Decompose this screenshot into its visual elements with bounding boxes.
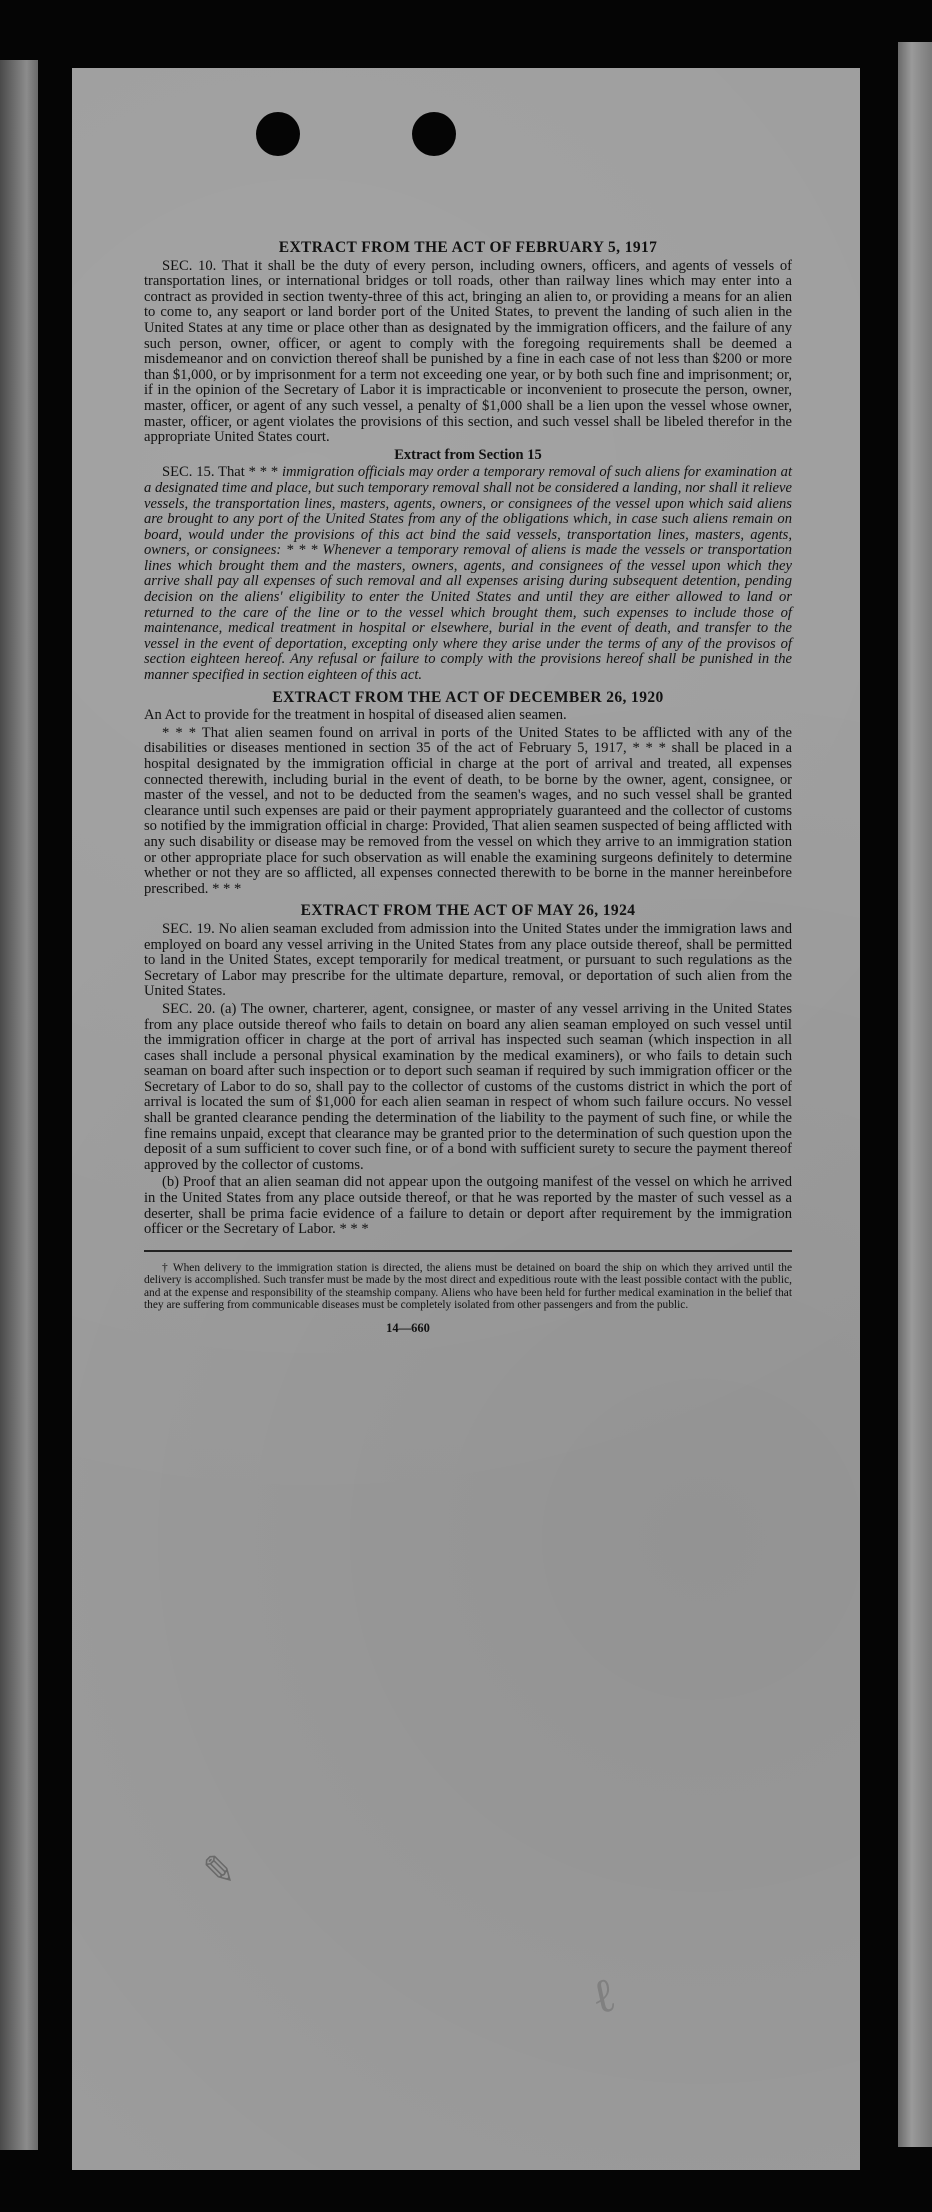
- footnote: † When delivery to the immigration station is directed, the aliens must be detained on board the ship on which they arrived until the delivery is accomplished. Such transfer must be made by the most direct and expeditious route with the least possible contact with the public, and at the expense and responsibility of the steamship company. Aliens who have been held for further medical examination in the belief that they are suffering from communicable diseases must be completely isolated from other passengers and from the public.: [144, 1261, 792, 1312]
- adjacent-page-left-edge: [0, 60, 38, 2150]
- sec-15-lead: SEC. 15. That * * *: [162, 464, 279, 481]
- document-page: [72, 68, 860, 2170]
- form-number: 14—660: [386, 1321, 430, 1336]
- punch-hole-right: [412, 112, 456, 156]
- adjacent-page-right-edge: [898, 42, 932, 2147]
- document-body: [144, 240, 792, 1337]
- paragraph-sec-20a: SEC. 20. (a) The owner, charterer, agent, consignee, or master of any vessel arriving in the United States from any place outside thereof who fails to detain on board any alien seaman employed on such vessel until the immigration officer in charge at the port of arrival has inspected such seaman (which inspection in all cases shall include a personal physical examination by the medical examiners), or who fails to detain such seaman on board after such inspection or to deport such seaman if required by such immigration officer or the Secretary of Labor to do so, shall pay to the collector of customs of the customs district in which the port of arrival is located the sum of $1,000 for each alien seaman in respect of whom such failure occurs. No vessel shall be granted clearance pending the determination of the liability to the payment of such fine, or while the fine remains unpaid, except that clearance may be granted prior to the determination of such question upon the deposit of a sum sufficient to cover such fine, or of a bond with sufficient surety to secure the payment thereof approved by the collector of customs.: [144, 1000, 792, 1173]
- pencil-scribble-mark: ℓ: [586, 1966, 621, 2026]
- paragraph-sec-20b: (b) Proof that an alien seaman did not appear upon the outgoing manifest of the vessel on which he arrived in the United States from any place outside thereof, or that he was reported by the master of such vessel as a deserter, shall be prima facie evidence of a failure to detain or deport after requirement by the immigration officer or the Secretary of Labor. * * *: [144, 1174, 792, 1238]
- paragraph-sec-15: [144, 465, 792, 683]
- paragraph-act-1920: * * * That alien seamen found on arrival in ports of the United States to be afflicted with any of the disabilities or diseases mentioned in section 35 of the act of February 5, 1917, * * * shall be placed in a hospital designated by the immigration official in charge at the port of arrival and treated, all expenses connected therewith, including burial in the event of death, to be borne by the owner, agent, consignee, or master of the vessel, and not to be deducted from the seamen's wages, and no such vessel shall be granted clearance until such expenses are paid or their payment appropriately guaranteed and the collector of customs so notified by the immigration official in charge: Provided, That alien seamen suspected of being afflicted with any such disability or disease may be removed from the vessel on which they arrive to an immigration station or other appropriate place for such observation as will enable the examining surgeons definitely to determine whether or not they are so afflicted, all expenses connected therewith to be borne in the manner hereinbefore prescribed. * * *: [144, 724, 792, 897]
- punch-hole-left: [256, 112, 300, 156]
- sec-15-body: immigration officials may order a temporary removal of such aliens for examination at a designated time and place, but such temporary removal shall not be considered a landing, nor shall it relieve vessels, the transportation lines, masters, agents, owners, or consignees of the vessel upon which said aliens are brought to any port of the United States from any of the obligations which, in case such aliens remain on board, would under the provisions of this act bind the said vessels, transportation lines, masters, agents, owners, or consignees: * * * Whenever a temporary removal of aliens is made the vessels or transportation lines which brought them and the masters, owners, agents, and consignees of the vessel upon which they arrive shall pay all expenses of such removal and all expenses arising during subsequent detention, pending decision on the aliens' eligibility to enter the United States and until they are either allowed to land or returned to the care of the line or to the vessel which brought them, such expenses to include those of maintenance, medical treatment in hospital or elsewhere, burial in the event of death, and transfer to the vessel in the event of deportation, excepting only where they arise under the terms of any of the provisos of section eighteen hereof. Any refusal or failure to comply with the provisions hereof shall be punished in the manner specified in section eighteen of this act.: [144, 464, 793, 684]
- footnote-divider: [144, 1250, 792, 1252]
- subheading-section-15: Extract from Section 15: [394, 446, 542, 463]
- paragraph-sec-19: SEC. 19. No alien seaman excluded from admission into the United States under the immigration laws and employed on board any vessel arriving in the United States from any place outside thereof, shall be permitted to land in the United States, except temporarily for medical treatment, or pursuant to such regulations as the Secretary of Labor may prescribe for the ultimate departure, removal, or deportation of such alien from the United States.: [144, 920, 792, 1000]
- section-heading-dec-1920: EXTRACT FROM THE ACT OF DECEMBER 26, 1920: [272, 688, 664, 706]
- faint-handwritten-mark: ✎: [202, 1848, 232, 1894]
- paragraph-sec-10: SEC. 10. That it shall be the duty of every person, including owners, officers, and agents of vessels of transportation lines, or international bridges or toll roads, other than railway lines which may enter into a contract as provided in section twenty-three of this act, bringing an alien to, or providing a means for an alien to come to, any seaport or land border port of the United States, to prevent the landing of such alien in the United States at any time or place other than as designated by the immigration officers, and the failure of any such person, owner, officer, or agent to comply with the foregoing requirements shall be deemed a misdemeanor and on conviction thereof shall be punished by a fine in each case of not less than $200 or more than $1,000, or by imprisonment for a term not exceeding one year, or by both such fine and imprisonment; or, if in the opinion of the Secretary of Labor it is impracticable or inconvenient to prosecute the person, owner, master, officer, or agent of any such vessel, a penalty of $1,000 shall be a lien upon the vessel whose owner, master, officer, or agent violates the provisions of this section, and such vessel shall be libeled therefor in the appropriate United States court.: [144, 257, 792, 446]
- act-intro-1920: An Act to provide for the treatment in hospital of diseased alien seamen.: [144, 707, 567, 724]
- section-heading-may-1924: EXTRACT FROM THE ACT OF MAY 26, 1924: [300, 902, 636, 920]
- section-heading-feb-1917: EXTRACT FROM THE ACT OF FEBRUARY 5, 1917: [278, 239, 658, 256]
